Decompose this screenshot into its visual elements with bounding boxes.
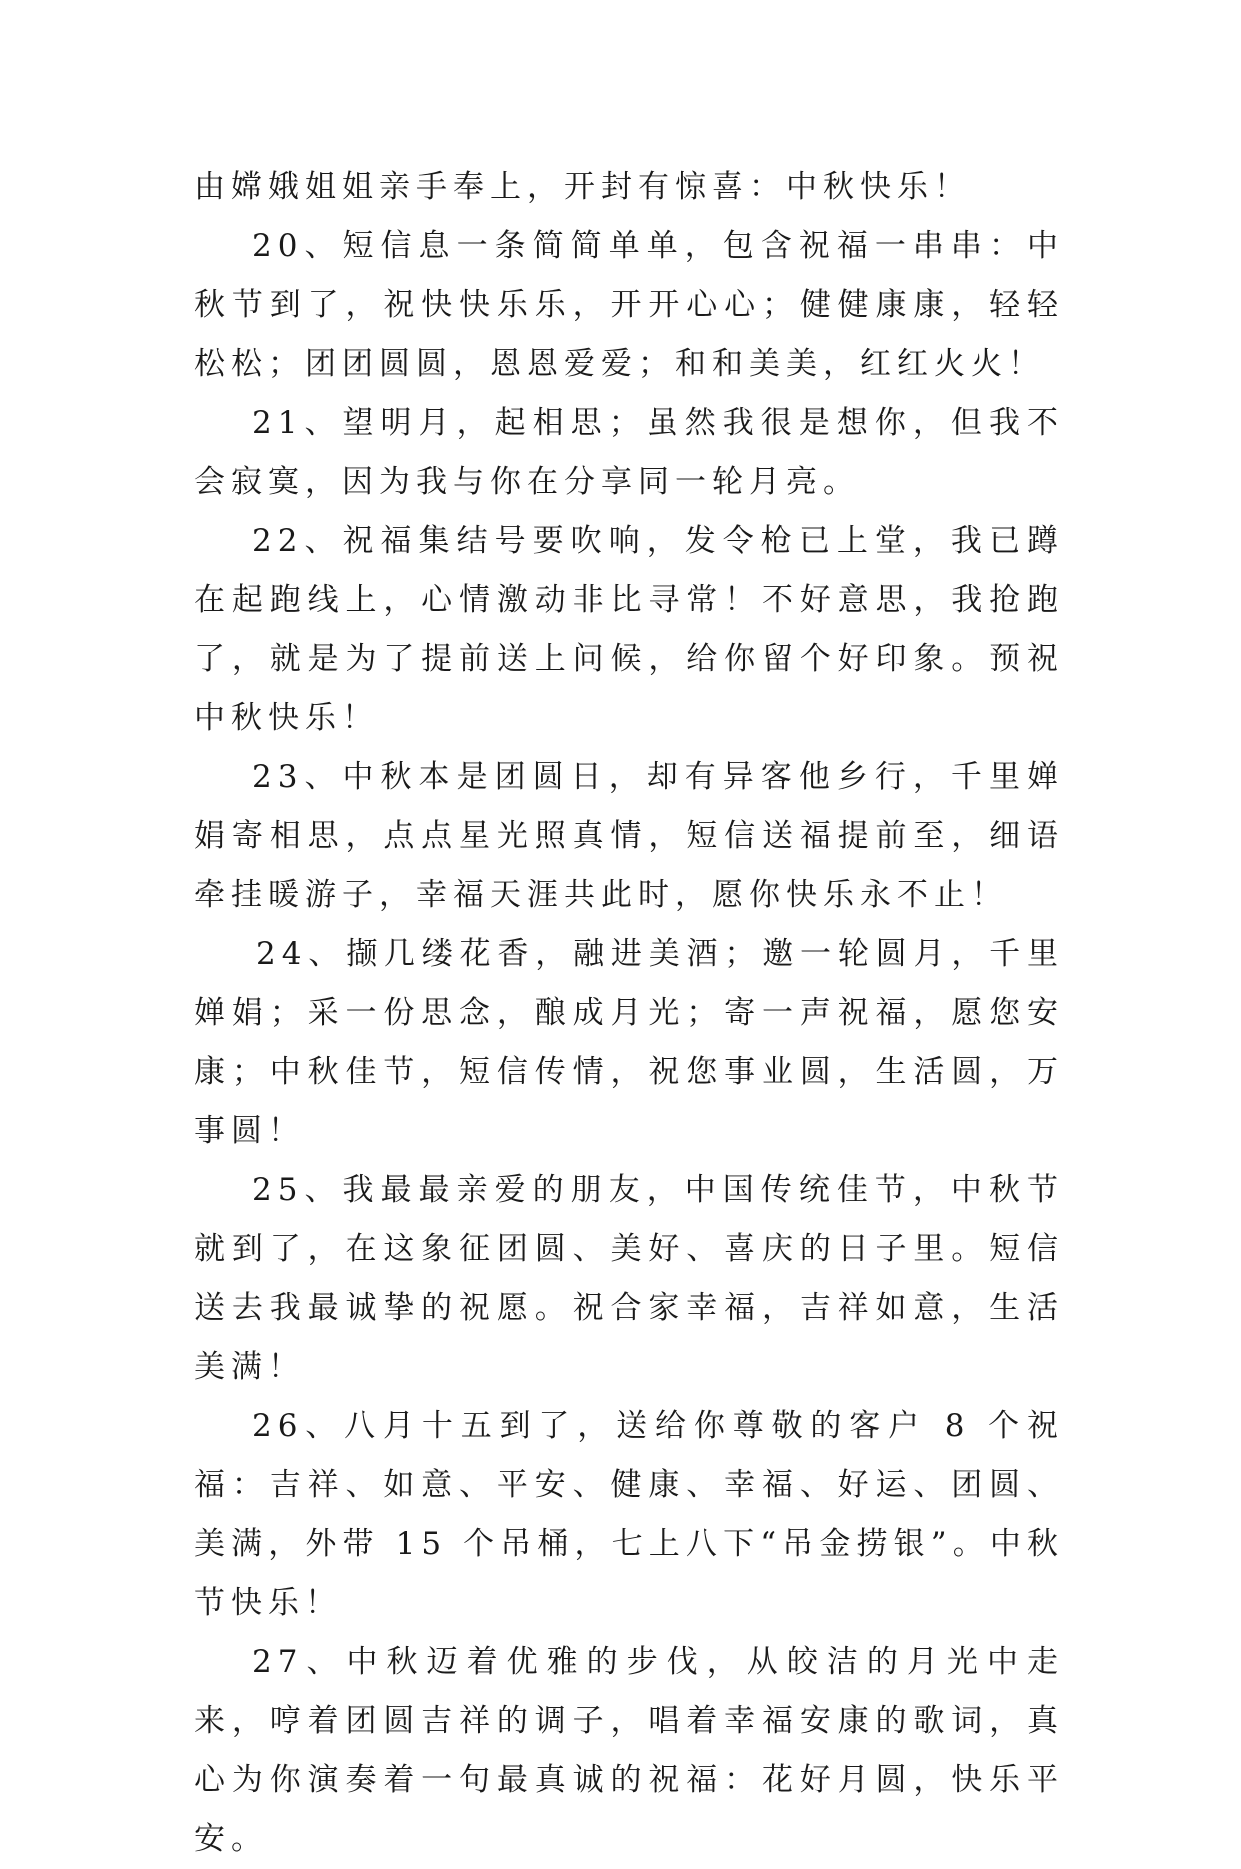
paragraph-20: 20、短信息一条简简单单，包含祝福一串串：中秋节到了，祝快快乐乐，开开心心；健健康康，轻轻松松；团团圆圆，恩恩爱爱；和和美美，红红火火！ <box>194 228 1064 382</box>
paragraph-26: 26、八月十五到了，送给你尊敬的客户 8 个祝福：吉祥、如意、平安、健康、幸福、好运、团圆、美满，外带 15 个吊桶，七上八下“吊金捞银”。中秋节快乐！ <box>194 1408 1064 1621</box>
document-body <box>194 158 1064 1869</box>
paragraph-27: 27、中秋迈着优雅的步伐，从皎洁的月光中走来，哼着团圆吉祥的调子，唱着幸福安康的歌词，真心为你演奏着一句最真诚的祝福：花好月圆，快乐平安。 <box>194 1644 1064 1857</box>
paragraph-25: 25、我最最亲爱的朋友，中国传统佳节，中秋节就到了，在这象征团圆、美好、喜庆的日子里。短信送去我最诚挚的祝愿。祝合家幸福，吉祥如意，生活美满！ <box>194 1172 1064 1385</box>
paragraph-24: 24、撷几缕花香，融进美酒；邀一轮圆月，千里婵娟；采一份思念，酿成月光；寄一声祝福，愿您安康；中秋佳节，短信传情，祝您事业圆，生活圆，万事圆！ <box>194 936 1064 1149</box>
paragraph-23: 23、中秋本是团圆日，却有异客他乡行，千里婵娟寄相思，点点星光照真情，短信送福提前至，细语牵挂暖游子，幸福天涯共此时，愿你快乐永不止！ <box>194 759 1064 913</box>
paragraph-21: 21、望明月，起相思；虽然我很是想你，但我不会寂寞，因为我与你在分享同一轮月亮。 <box>194 405 1064 500</box>
paragraph-continuation: 由嫦娥姐姐亲手奉上，开封有惊喜：中秋快乐！ <box>194 169 971 205</box>
paragraph-22: 22、祝福集结号要吹响，发令枪已上堂，我已蹲在起跑线上，心情激动非比寻常！不好意思，我抢跑了，就是为了提前送上问候，给你留个好印象。预祝中秋快乐！ <box>194 523 1064 736</box>
